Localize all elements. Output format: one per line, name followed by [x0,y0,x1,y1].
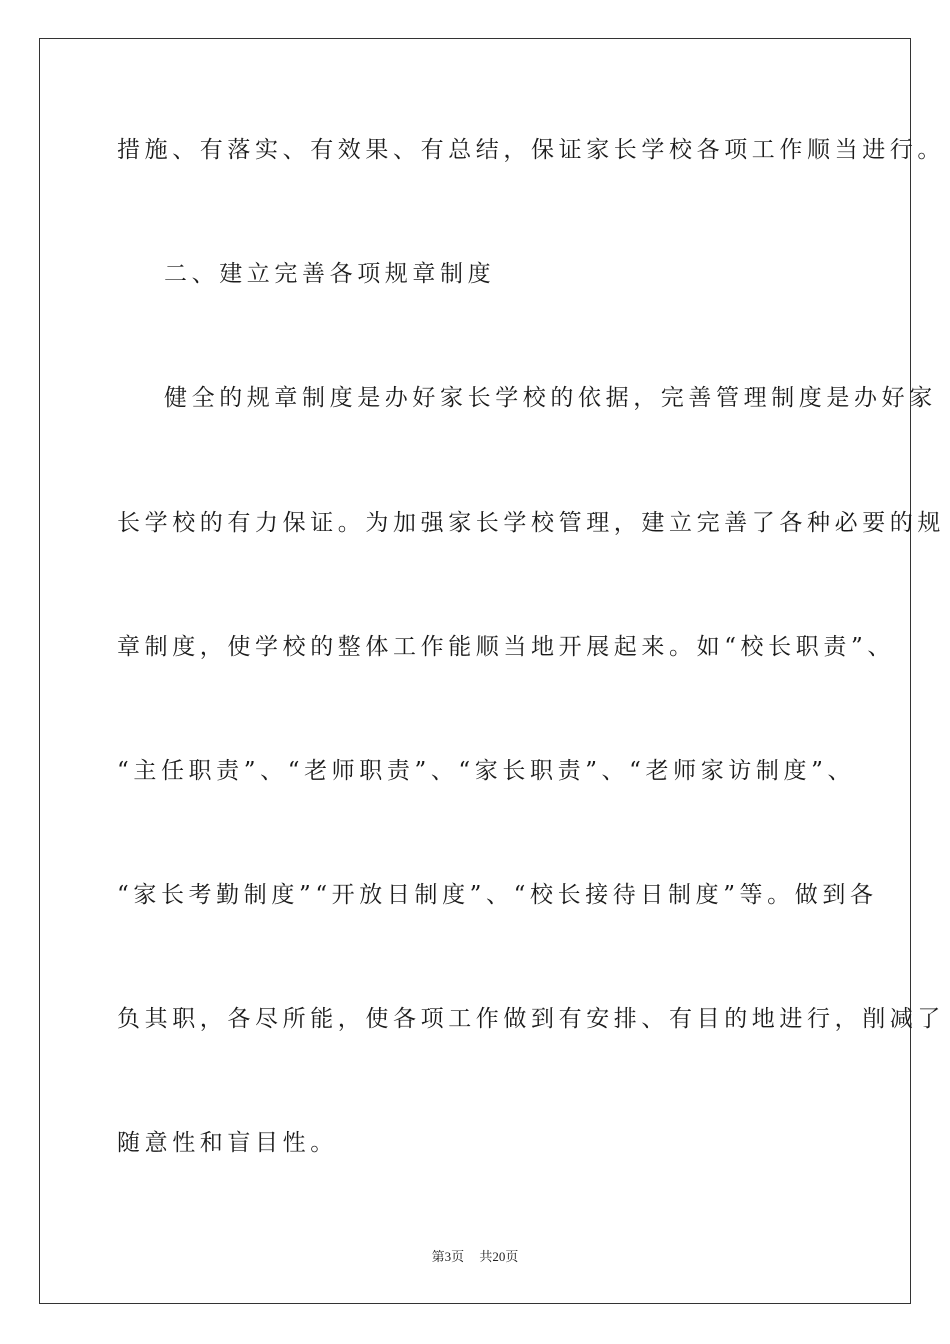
paragraph-line: 负其职，各尽所能，使各项工作做到有安排、有目的地进行，削减了 [117,1006,945,1032]
paragraph-line: 长学校的有力保证。为加强家长学校管理，建立完善了各种必要的规 [117,510,945,536]
paragraph-line: “主任职责”、“老师职责”、“家长职责”、“老师家访制度”、 [117,758,856,784]
page-number: 第3页 [431,1249,465,1264]
paragraph-line: “家长考勤制度”“开放日制度”、“校长接待日制度”等。做到各 [117,882,878,908]
page-frame [39,38,945,1304]
page-total: 共20页 [479,1249,519,1264]
section-heading: 二、建立完善各项规章制度 [164,261,496,287]
paragraph-line: 随意性和盲目性。 [117,1130,338,1156]
paragraph-line: 措施、有落实、有效果、有总结，保证家长学校各项工作顺当进行。 [117,137,945,163]
paragraph-line: 健全的规章制度是办好家长学校的依据，完善管理制度是办好家 [164,385,937,411]
page-footer [0,1246,950,1265]
paragraph-line: 章制度，使学校的整体工作能顺当地开展起来。如“校长职责”、 [117,634,895,660]
